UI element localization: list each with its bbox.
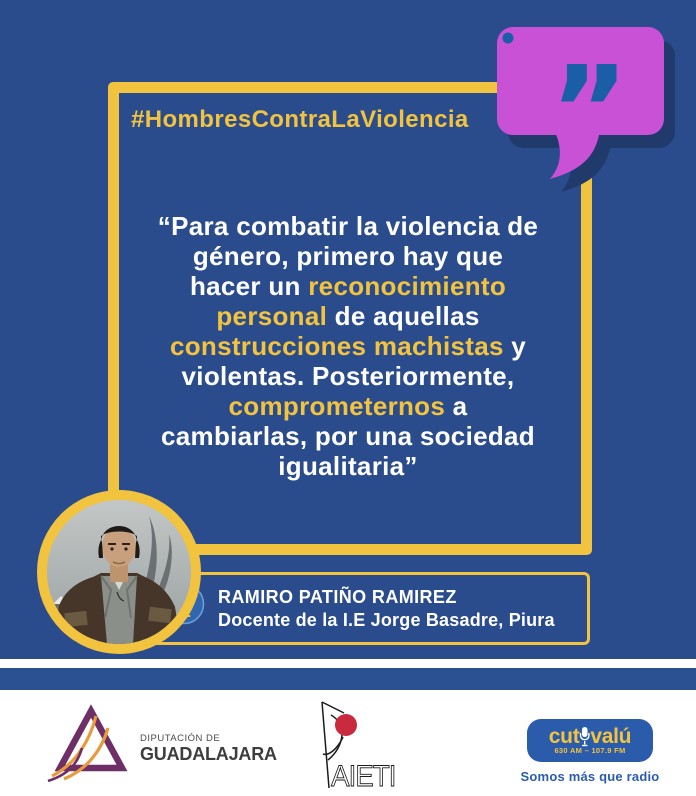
quote-highlight: construcciones machistas bbox=[169, 331, 504, 361]
speaker-photo-ring bbox=[37, 490, 201, 654]
cutivalu-badge bbox=[527, 719, 653, 762]
quote-segment: cambiarlas, por una sociedad bbox=[161, 421, 535, 451]
quote-highlight: personal bbox=[216, 301, 328, 331]
divider-white bbox=[0, 659, 696, 668]
quote-marks-icon: ” bbox=[550, 42, 629, 181]
cutivalu-frequency: 630 AM – 107.9 FM bbox=[554, 746, 626, 755]
cutivalu-tagline: Somos más que radio bbox=[520, 769, 660, 784]
cutivalu-word-end: valú bbox=[590, 725, 632, 748]
quote-text bbox=[117, 211, 579, 481]
speech-bubble-icon bbox=[478, 14, 696, 192]
guadalajara-label-top: DIPUTACIÓN DE bbox=[140, 733, 221, 744]
bubble-dot bbox=[503, 33, 514, 44]
quote-segment: a bbox=[445, 391, 468, 421]
divider-blue-band bbox=[0, 668, 696, 690]
quote-segment: de aquellas bbox=[327, 301, 480, 331]
quote-segment: y bbox=[503, 331, 527, 361]
guadalajara-label-bottom: GUADALAJARA bbox=[140, 744, 277, 764]
quote-segment: “Para combatir la violencia de bbox=[157, 211, 539, 241]
guadalajara-logo bbox=[44, 702, 277, 782]
aieti-dot-icon bbox=[335, 714, 357, 736]
footer bbox=[0, 690, 696, 796]
quote-segment: violentas. Posteriormente, bbox=[181, 361, 515, 391]
quote-highlight: reconocimiento bbox=[308, 271, 507, 301]
speaker-role: Docente de la I.E Jorge Basadre, Piura bbox=[218, 609, 555, 630]
aieti-logo bbox=[298, 694, 402, 796]
quote-highlight: comprometernos bbox=[228, 391, 446, 421]
cutivalu-logo bbox=[512, 719, 668, 784]
speaker-name: RAMIRO PATIÑO RAMIREZ bbox=[218, 586, 457, 607]
aieti-label: AIETI bbox=[331, 759, 396, 794]
quote-segment: hacer un bbox=[189, 271, 309, 301]
cutivalu-word-start: cut bbox=[548, 725, 580, 748]
quote-segment: género, primero hay que bbox=[192, 241, 504, 271]
speaker-photo bbox=[47, 500, 191, 644]
quote-segment: igualitaria” bbox=[278, 451, 418, 481]
hashtag: #HombresContraLaViolencia bbox=[131, 106, 469, 133]
guadalajara-triangle-icon bbox=[44, 702, 136, 782]
radio-mic-icon bbox=[579, 726, 590, 748]
